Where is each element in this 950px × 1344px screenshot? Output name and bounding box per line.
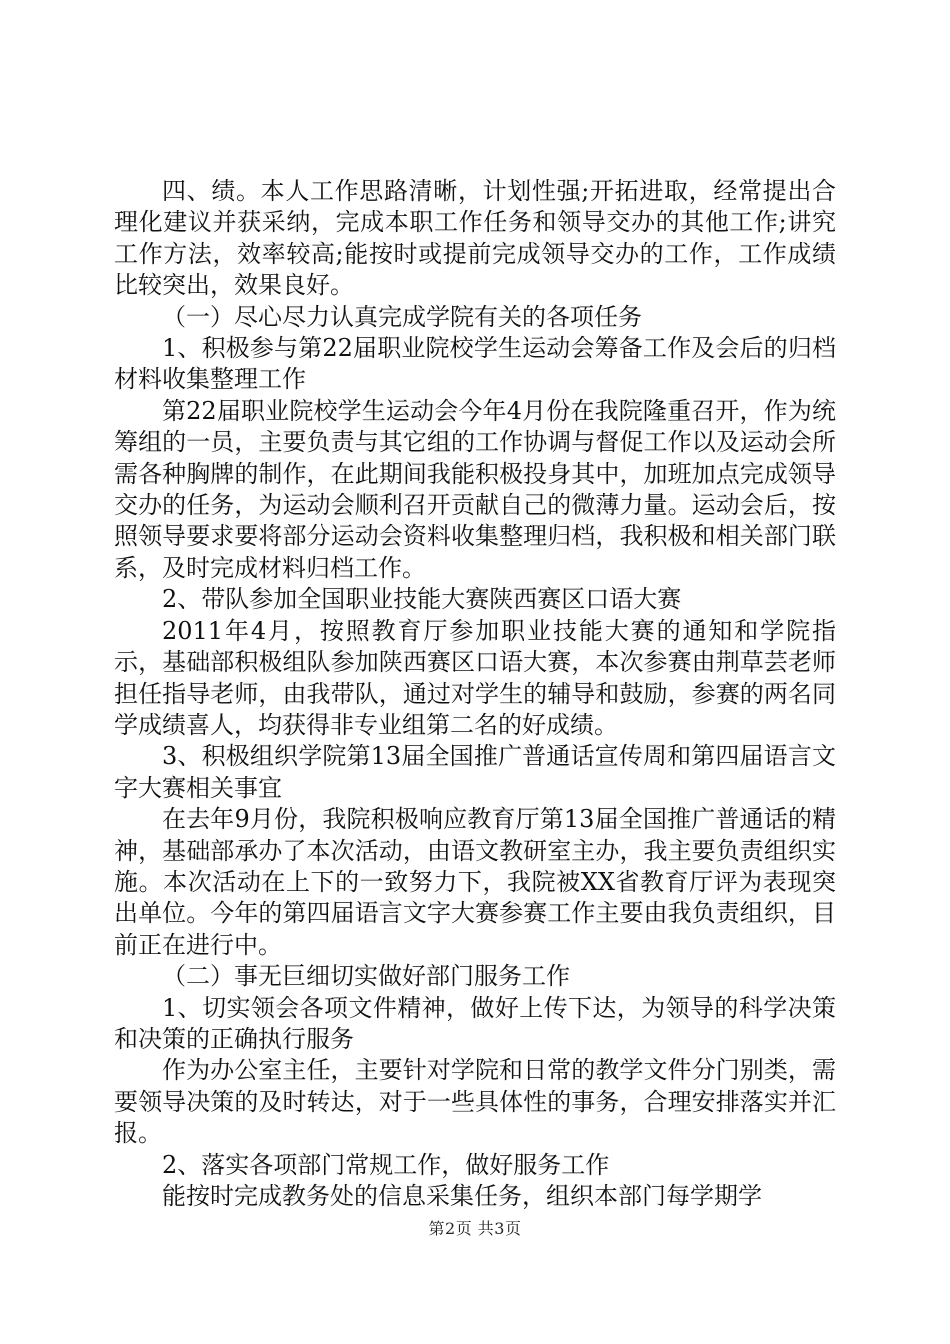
paragraph-info-collection: 能按时完成教务处的信息采集任务，组织本部门每学期学 [162,1182,762,1210]
subheading-1-3: 3、积极组织学院第13届全国推广普通话宣传周和第四届语言文字大赛相关事宜 [114,742,836,802]
paragraph-mandarin-week: 在去年9月份，我院积极响应教育厅第13届全国推广普通话的精神，基础部承办了本次活动，由语文教研室主办，我主要负责组织实施。本次活动在上下的一致努力下，我院被XX省教育厅评为表现突出单位。今年的第四届语言文字大赛参赛工作主要由我负责组织，目前正在进行中。 [114,805,836,959]
subheading-1-1: 1、积极参与第22届职业院校学生运动会筹备工作及会后的归档材料收集整理工作 [114,334,836,394]
section-heading-1: （一）尽心尽力认真完成学院有关的各项任务 [162,302,642,331]
subheading-2-2: 2、落实各项部门常规工作，做好服务工作 [162,1150,610,1179]
document-body [114,176,836,1212]
paragraph-oral-contest: 2011年4月，按照教育厅参加职业技能大赛的通知和学院指示，基础部积极组队参加陕西赛区口语大赛，本次参赛由荆草芸老师担任指导老师，由我带队，通过对学生的辅导和鼓励，参赛的两名同学成绩喜人，均获得非专业组第二名的好成绩。 [114,616,836,739]
paragraph-office-director: 作为办公室主任，主要针对学院和日常的教学文件分门别类，需要领导决策的及时转达，对于一些具体性的事务，合理安排落实并汇报。 [114,1056,836,1148]
subheading-1-2: 2、带队参加全国职业技能大赛陕西赛区口语大赛 [162,585,682,614]
page-number-footer: 第2页 共3页 [428,1219,522,1238]
subheading-2-1: 1、切实领会各项文件精神，做好上传下达，为领导的科学决策和决策的正确执行服务 [114,993,836,1053]
section-heading-2: （二）事无巨细切实做好部门服务工作 [162,962,570,991]
paragraph-performance: 四、绩。本人工作思路清晰，计划性强;开拓进取，经常提出合理化建议并获采纳，完成本职工作任务和领导交办的其他工作;讲究工作方法，效率较高;能按时或提前完成领导交办的工作，工作成绩比较突出，效果良好。 [114,177,836,300]
paragraph-sports-meet: 第22届职业院校学生运动会今年4月份在我院隆重召开，作为统筹组的一员，主要负责与其它组的工作协调与督促工作以及运动会所需各种胸牌的制作，在此期间我能积极投身其中，加班加点完成领导交办的任务，为运动会顺利召开贡献自己的微薄力量。运动会后，按照领导要求要将部分运动会资料收集整理归档，我积极和相关部门联系，及时完成材料归档工作。 [114,396,836,582]
